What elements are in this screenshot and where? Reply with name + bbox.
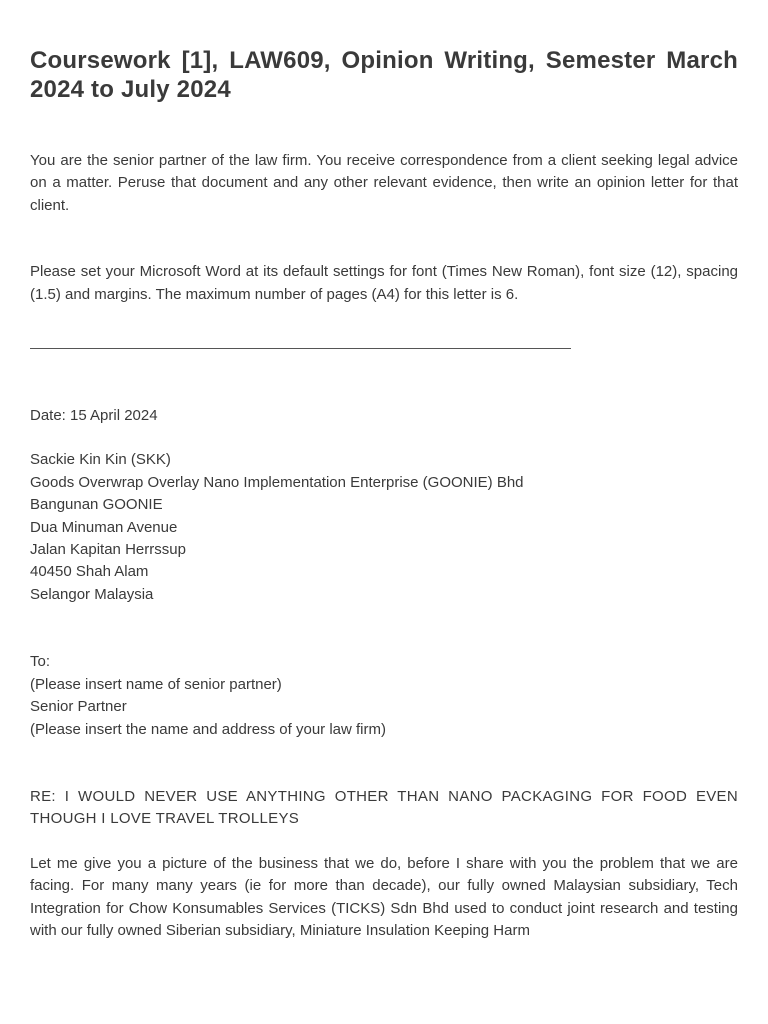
letter-date: Date: 15 April 2024: [30, 407, 158, 425]
sender-address-line: Bangunan GOONIE: [30, 496, 163, 514]
instructions-paragraph: You are the senior partner of the law firm. You receive correspondence from a client seeking legal advice on a matter. Peruse that document and any other relevant evidence, then write an opinion letter for that client.: [30, 152, 738, 214]
recipient-firm-placeholder: (Please insert the name and address of your law firm): [30, 720, 386, 738]
sender-address-line: Selangor Malaysia: [30, 585, 154, 603]
recipient-name-placeholder: (Please insert name of senior partner): [30, 675, 282, 693]
sender-address-line: Jalan Kapitan Herrssup: [30, 541, 186, 559]
recipient-title: Senior Partner: [30, 698, 127, 716]
document-title: Coursework [1], LAW609, Opinion Writing, Semester March 2024 to July 2024: [30, 47, 738, 103]
sender-company: Goods Overwrap Overlay Nano Implementation Enterprise (GOONIE) Bhd: [30, 473, 524, 491]
formatting-instructions-paragraph: Please set your Microsoft Word at its default settings for font (Times New Roman), font size (12), spacing (1.5) and margins. The maximum number of pages (A4) for this letter is 6.: [30, 263, 738, 303]
letter-body-paragraph: Let me give you a picture of the business that we do, before I share with you the problem that we are facing. For many many years (ie for more than decade), our fully owned Malaysian subsidiary, Tech Integration for Chow Konsumables Services (TICKS) Sdn Bhd used to conduct joint research and testing with our fully owned Siberian subsidiary, Miniature Insulation Keeping Harm: [30, 854, 738, 939]
sender-address-line: 40450 Shah Alam: [30, 563, 149, 581]
section-divider: [30, 348, 571, 349]
sender-address-block: [30, 449, 738, 606]
letter-subject: RE: I WOULD NEVER USE ANYTHING OTHER THAN NANO PACKAGING FOR FOOD EVEN THOUGH I LOVE TRAVEL TROLLEYS: [30, 787, 738, 828]
recipient-address-block: [30, 651, 738, 741]
recipient-label: To:: [30, 653, 51, 671]
sender-name: Sackie Kin Kin (SKK): [30, 451, 171, 469]
sender-address-line: Dua Minuman Avenue: [30, 518, 178, 536]
